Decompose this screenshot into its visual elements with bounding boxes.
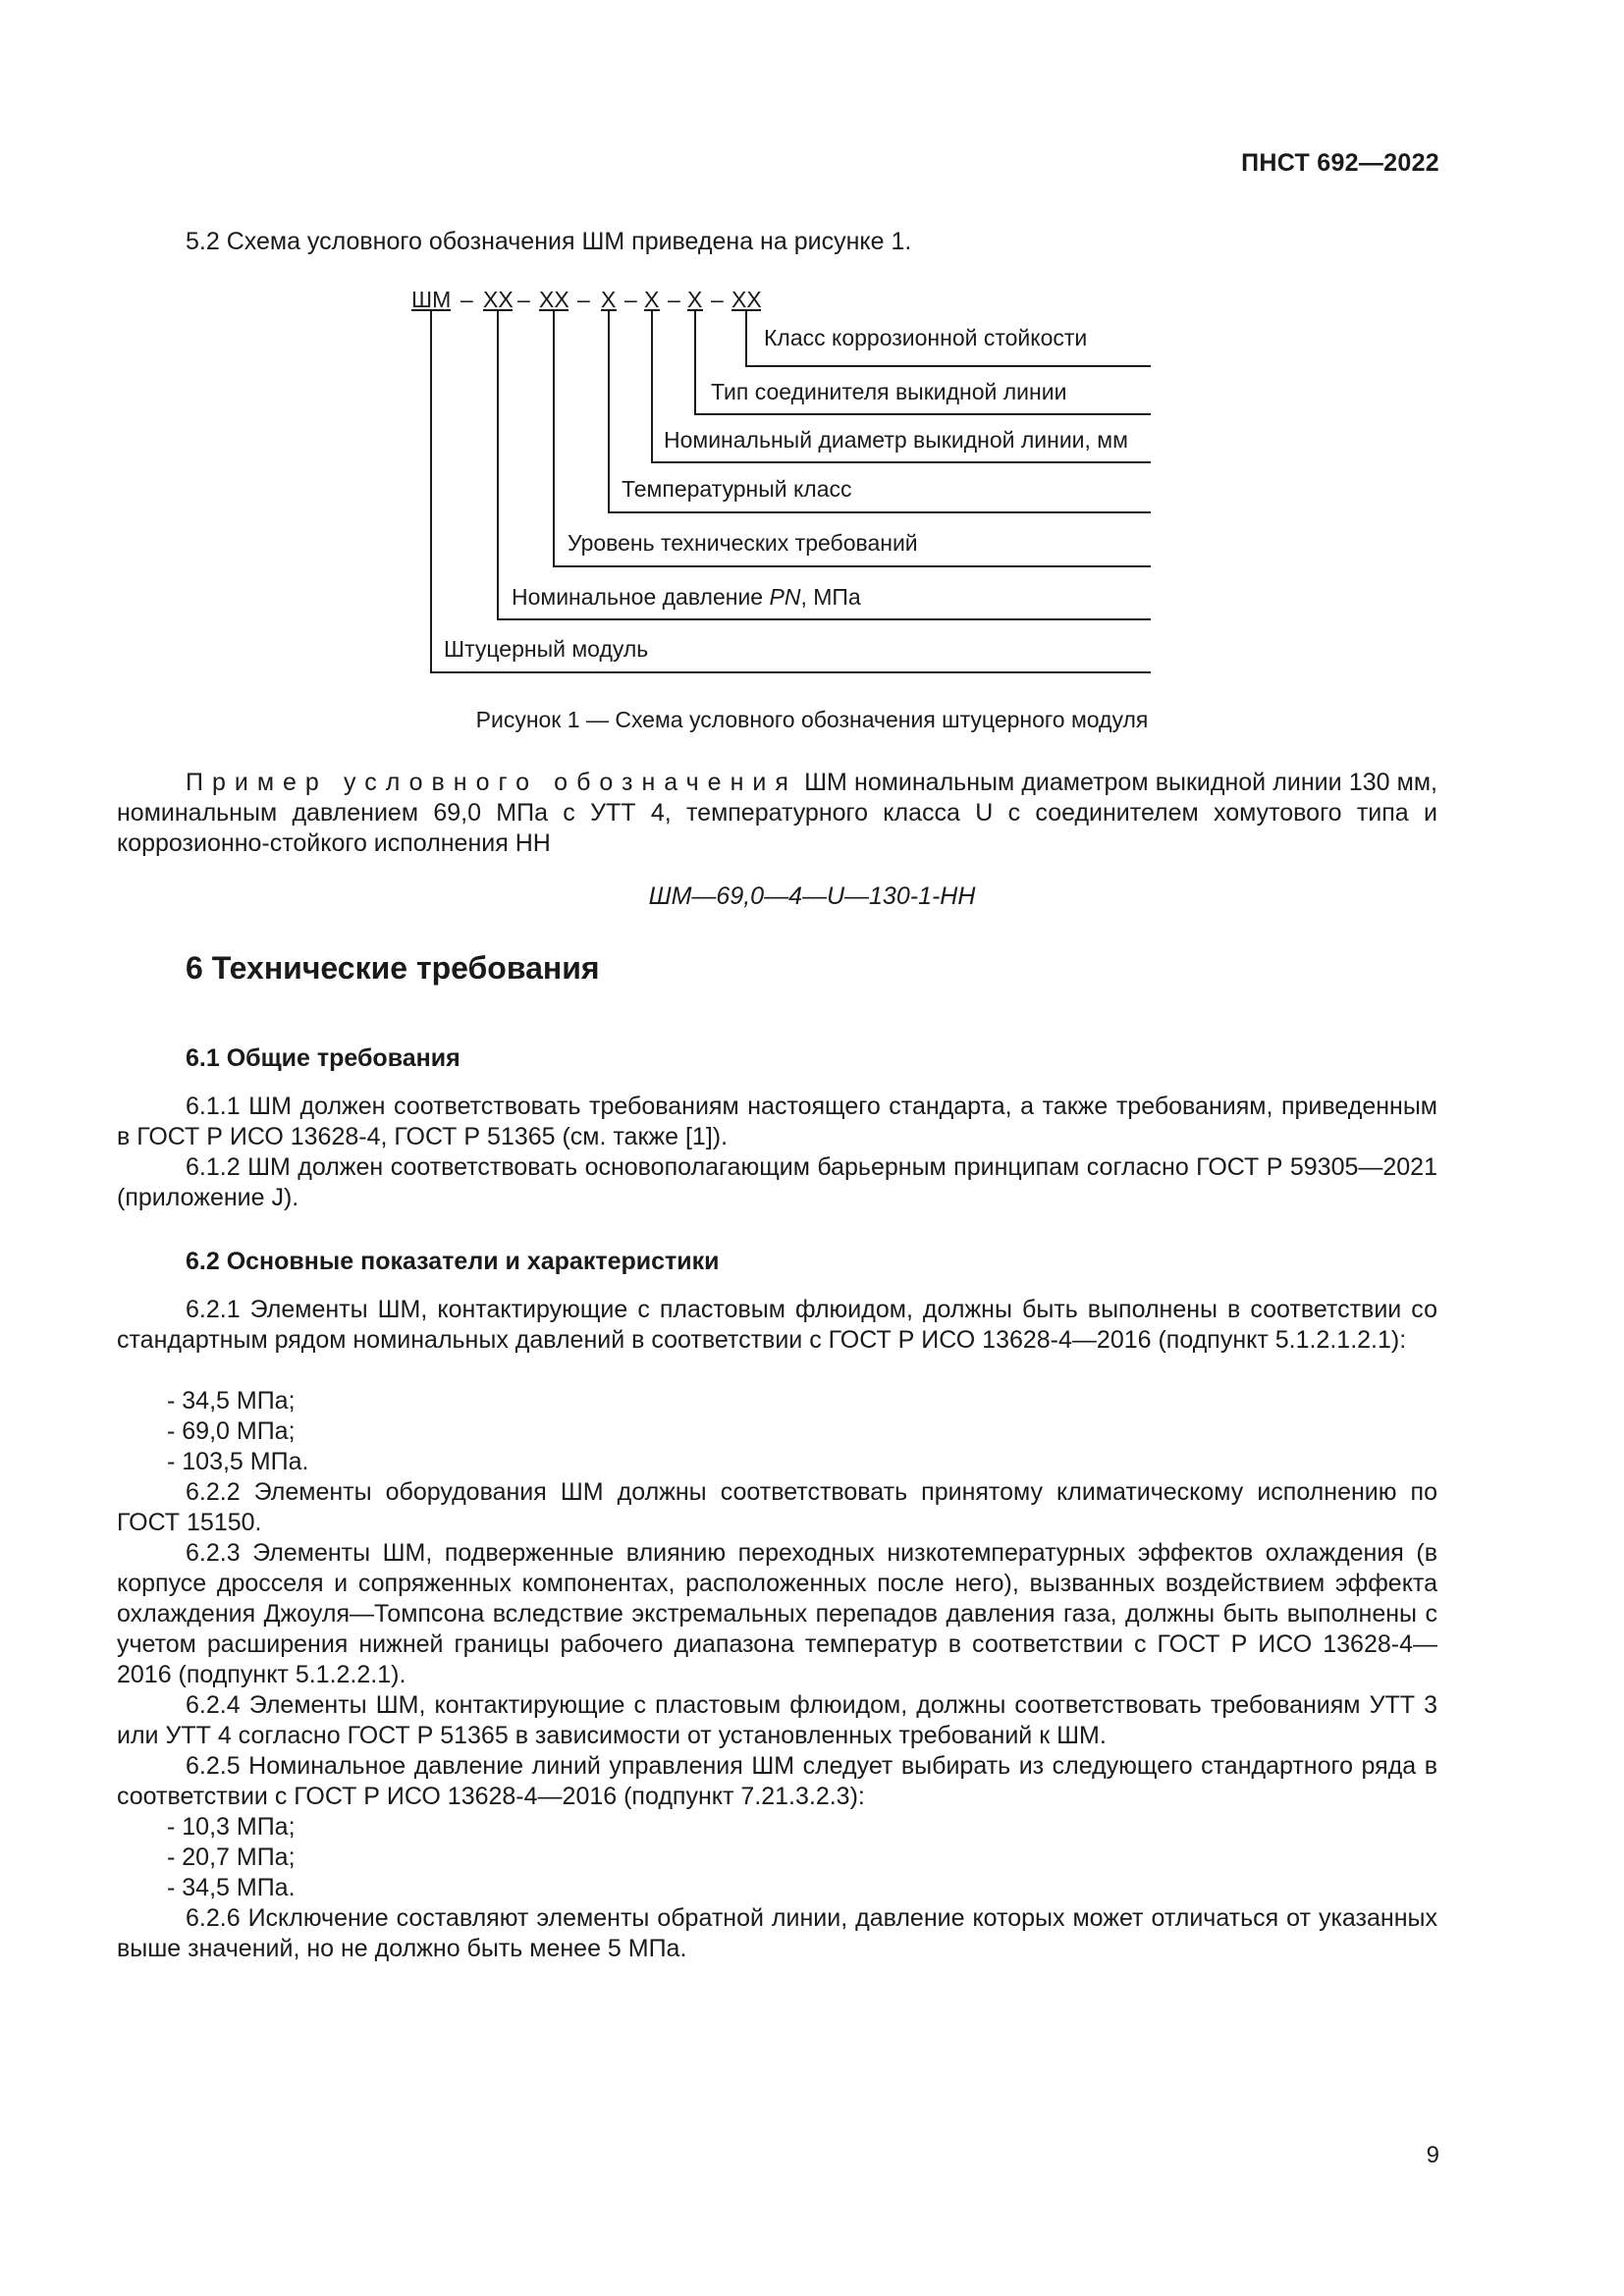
code-seg-diameter: X — [644, 287, 660, 312]
document-number: ПНСТ 692—2022 — [1241, 149, 1439, 177]
paragraph-6-2-1: 6.2.1 Элементы ШМ, контактирующие с пластовым флюидом, должны быть выполнены в соответствии со стандартным рядом номинальных давлений в соответствии с ГОСТ Р ИСО 13628-4—2016 (подпункт 5.1.2.1.2.1): — [117, 1296, 1437, 1354]
code-seg-shm: ШМ — [411, 287, 452, 312]
list-item: - 103,5 МПа. — [167, 1448, 309, 1475]
label-connector-type: Тип соединителя выкидной линии — [711, 379, 1067, 404]
code-dash-2: – — [517, 287, 530, 312]
code-seg-corrosion: XX — [731, 287, 762, 312]
code-seg-connector: X — [687, 287, 703, 312]
example-paragraph — [117, 768, 1437, 859]
list-item: - 34,5 МПа; — [167, 1387, 296, 1415]
code-dash-5: – — [668, 287, 680, 312]
label-temperature-class: Температурный класс — [622, 476, 852, 502]
label-nominal-diameter: Номинальный диаметр выкидной линии, мм — [664, 427, 1128, 453]
code-dash-4: – — [624, 287, 637, 312]
example-text: ШМ номинальным диаметром выкидной линии 130 мм, номинальным давлением 69,0 МПа с УТТ 4, температурного класса U с соединителем хомутового типа и коррозионно-стойкого исполнения НН — [117, 769, 1438, 857]
label-tech-level: Уровень технических требований — [568, 530, 918, 556]
code-dash-1: – — [460, 287, 473, 312]
label-corrosion-class: Класс коррозионной стойкости — [764, 325, 1088, 350]
intro-paragraph: 5.2 Схема условного обозначения ШМ приведена на рисунке 1. — [186, 228, 912, 255]
designation-example: ШМ—69,0—4—U—130-1-НН — [648, 882, 976, 910]
code-row — [411, 287, 762, 312]
list-item: - 34,5 МПа. — [167, 1874, 296, 1901]
code-seg-level: XX — [539, 287, 569, 312]
code-seg-temp: X — [601, 287, 617, 312]
paragraph-6-1-2: 6.1.2 ШМ должен соответствовать основополагающим барьерным принципам согласно ГОСТ Р 59305—2021 (приложение J). — [117, 1153, 1437, 1211]
page-number: 9 — [1426, 2142, 1439, 2168]
label-fitting-module: Штуцерный модуль — [444, 636, 649, 662]
designation-scheme-figure — [0, 0, 1624, 687]
label-nominal-pressure: Номинальное давление PN, МПа — [512, 584, 861, 610]
paragraph-6-2-6: 6.2.6 Исключение составляют элементы обратной линии, давление которых может отличаться от указанных выше значений, но не должно быть менее 5 МПа. — [117, 1904, 1437, 1962]
code-seg-pn: XX — [483, 287, 514, 312]
paragraph-6-2-2: 6.2.2 Элементы оборудования ШМ должны соответствовать принятому климатическому исполнению по ГОСТ 15150. — [117, 1478, 1437, 1536]
list-item: - 10,3 МПа; — [167, 1813, 296, 1841]
paragraph-6-2-3: 6.2.3 Элементы ШМ, подверженные влиянию переходных низкотемпературных эффектов охлаждения (в корпусе дросселя и сопряженных компонентах, расположенных после него), вызванных воздействием эффекта охлаждения Джоуля—Томпсона вследствие экстремальных перепадов давления газа, должны быть выполнены с учетом расширения нижней границы рабочего диапазона температур в соответствии с ГОСТ Р ИСО 13628-4—2016 (подпункт 5.1.2.2.1). — [117, 1539, 1437, 1688]
leader-pressure — [498, 310, 1151, 619]
section-6-2-title: 6.2 Основные показатели и характеристики — [186, 1248, 720, 1275]
paragraph-6-1-1: 6.1.1 ШМ должен соответствовать требованиям настоящего стандарта, а также требованиям, приведенным в ГОСТ Р ИСО 13628-4, ГОСТ Р 51365 (см. также [1]). — [117, 1093, 1437, 1150]
section-6-title: 6 Технические требования — [186, 950, 600, 986]
code-dash-6: – — [711, 287, 724, 312]
paragraph-6-2-5: 6.2.5 Номинальное давление линий управления ШМ следует выбирать из следующего стандартного ряда в соответствии с ГОСТ Р ИСО 13628-4—2016 (подпункт 7.21.3.2.3): — [117, 1752, 1437, 1810]
list-item: - 69,0 МПа; — [167, 1417, 296, 1445]
figure-caption: Рисунок 1 — Схема условного обозначения штуцерного модуля — [475, 707, 1149, 732]
paragraph-6-2-4: 6.2.4 Элементы ШМ, контактирующие с пластовым флюидом, должны соответствовать требованиям УТТ 3 или УТТ 4 согласно ГОСТ Р 51365 в зависимости от установленных требований к ШМ. — [117, 1691, 1437, 1749]
list-item: - 20,7 МПа; — [167, 1843, 296, 1871]
section-6-1-title: 6.1 Общие требования — [186, 1044, 460, 1072]
example-lead: Пример условного обозначения — [186, 769, 797, 796]
code-dash-3: – — [577, 287, 590, 312]
